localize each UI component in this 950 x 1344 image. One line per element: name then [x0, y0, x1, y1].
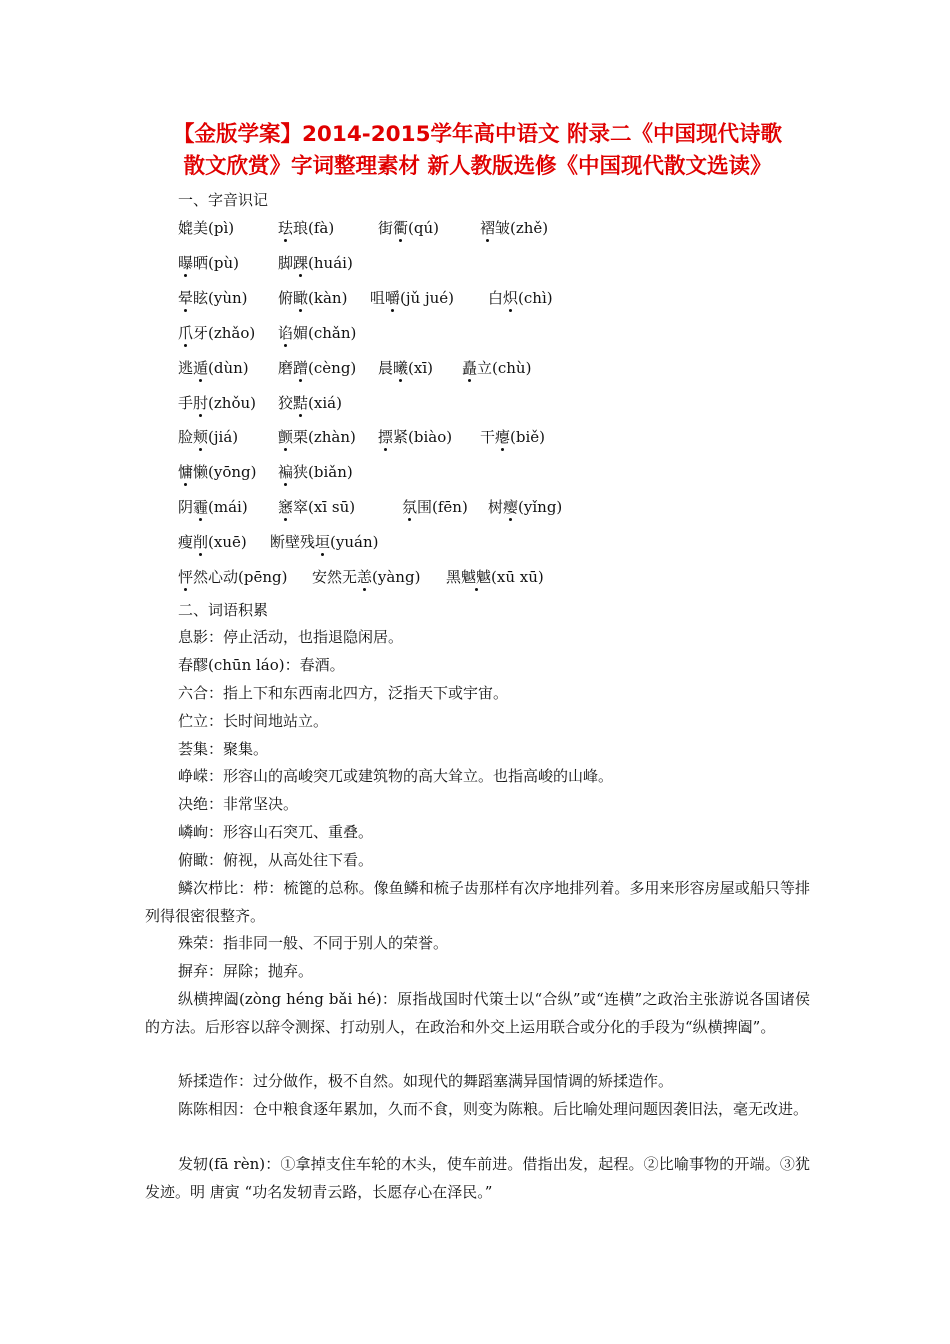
vocabulary-entry: 殊荣：指非同一般、不同于别人的荣誉。	[178, 934, 449, 952]
emphasis-dotted-char: 矗	[462, 359, 478, 377]
item-suffix: (yuán)	[330, 533, 379, 551]
item-prefix: 瘦	[178, 533, 194, 551]
vocabulary-entry: 俯瞰：俯视，从高处往下看。	[178, 851, 374, 869]
item-prefix: 树	[488, 498, 504, 516]
pronunciation-item	[278, 461, 353, 483]
pronunciation-item	[488, 287, 553, 309]
pronunciation-item	[178, 461, 257, 483]
pronunciation-item	[378, 357, 433, 379]
vocabulary-entry: 发轫(fā rèn)：①拿掉支住车轮的木头，使车前进。借指出发，起程。②比喻事物的开端。③犹发迹。明 唐寅 “功名发轫青云路，长愿存心在泽民。”	[145, 1155, 810, 1201]
pronunciation-item	[178, 566, 287, 588]
item-suffix: 围(fēn)	[417, 498, 468, 516]
pronunciation-item	[278, 287, 347, 309]
item-suffix: (xuē)	[208, 533, 247, 551]
pronunciation-item	[378, 217, 439, 239]
vocabulary-entry: 六合：指上下和东西南北四方，泛指天下或宇宙。	[178, 684, 509, 702]
item-prefix: 媲	[178, 219, 194, 237]
emphasis-dotted-char: 恙	[357, 568, 373, 586]
section-heading-pronunciation: 一、字音识记	[178, 191, 269, 209]
emphasis-dotted-char: 晕	[178, 289, 194, 307]
item-suffix: 美(pì)	[193, 219, 235, 237]
item-suffix: (xī)	[408, 359, 433, 377]
item-prefix: 安然无	[312, 568, 358, 586]
emphasis-dotted-char: 爪	[178, 324, 194, 342]
emphasis-dotted-char: 曦	[393, 359, 409, 377]
section-heading-vocabulary: 二、词语积累	[178, 601, 269, 619]
emphasis-dotted-char: 衢	[393, 219, 409, 237]
pronunciation-item	[278, 357, 356, 379]
item-prefix: 街	[378, 219, 394, 237]
pronunciation-item	[178, 426, 238, 448]
item-suffix: (huái)	[308, 254, 353, 272]
item-suffix: (zhǒu)	[208, 394, 256, 412]
emphasis-dotted-char: 褶	[480, 219, 496, 237]
emphasis-dotted-char: 踝	[293, 254, 309, 272]
emphasis-dotted-char: 瞰	[293, 289, 309, 307]
pronunciation-item	[480, 217, 548, 239]
item-suffix: 立(chù)	[477, 359, 532, 377]
pronunciation-item	[446, 566, 544, 588]
item-suffix: 牙(zhǎo)	[193, 324, 256, 342]
vocabulary-entry: 伫立：长时间地站立。	[178, 712, 329, 730]
document-title	[145, 119, 810, 183]
pronunciation-item	[370, 287, 454, 309]
vocabulary-entry: 纵横捭阖(zòng héng bǎi hé)：原指战国时代策士以“合纵”或“连横”之政治主张游说各国诸侯的方法。后形容以辞令测探、打动别人，在政治和外交上运用联合或分化的手段为“纵横捭阖”。	[145, 990, 810, 1036]
item-suffix: (dùn)	[208, 359, 249, 377]
pronunciation-item	[278, 252, 353, 274]
item-suffix: (cèng)	[308, 359, 357, 377]
pronunciation-item	[178, 496, 248, 518]
item-suffix: (kàn)	[308, 289, 348, 307]
emphasis-dotted-char: 颤	[278, 428, 294, 446]
item-suffix: (yàng)	[372, 568, 421, 586]
vocabulary-entry: 荟集：聚集。	[178, 740, 269, 758]
vocabulary-entry: 峥嵘：形容山的高峻突兀或建筑物的高大耸立。也指高峻的山峰。	[178, 767, 614, 785]
item-suffix: (yǐng)	[518, 498, 563, 516]
emphasis-dotted-char: 褊	[278, 463, 294, 481]
pronunciation-item	[278, 392, 342, 414]
pronunciation-item	[480, 426, 545, 448]
item-prefix: 断壁残	[270, 533, 316, 551]
item-prefix: 黑	[446, 568, 462, 586]
item-prefix: 逃	[178, 359, 194, 377]
item-prefix: 脸	[178, 428, 194, 446]
emphasis-dotted-char: 炽	[503, 289, 519, 307]
vocabulary-entry: 鳞次栉比：栉：梳篦的总称。像鱼鳞和梳子齿那样有次序地排列着。多用来形容房屋或船只等排列得很密很整齐。	[145, 879, 810, 925]
item-prefix: 脚	[278, 254, 294, 272]
pronunciation-item	[402, 496, 468, 518]
emphasis-dotted-char: 曝	[178, 254, 194, 272]
pronunciation-item	[278, 217, 334, 239]
item-suffix: 懒(yōng)	[193, 463, 257, 481]
vocabulary-entry: 嶙峋：形容山石突兀、重叠。	[178, 823, 374, 841]
item-suffix: (xū xū)	[491, 568, 544, 586]
emphasis-dotted-char: 黠	[293, 394, 309, 412]
title-line-2: 散文欣赏》字词整理素材 新人教版选修《中国现代散文选读》	[183, 154, 772, 179]
item-suffix: 然心动(pēng)	[193, 568, 288, 586]
item-prefix: 手	[178, 394, 194, 412]
pronunciation-item	[488, 496, 562, 518]
emphasis-dotted-char: 珐	[278, 219, 294, 237]
emphasis-dotted-char: 颊	[193, 428, 209, 446]
vocabulary-entry: 陈陈相因：仓中粮食逐年累加，久而不食，则变为陈粮。后比喻处理问题因袭旧法，毫无改进。	[178, 1100, 809, 1118]
item-suffix: (qú)	[408, 219, 439, 237]
vocabulary-entry: 春醪(chūn láo)：春酒。	[178, 656, 345, 674]
item-prefix: 咀	[370, 289, 386, 307]
pronunciation-item	[178, 392, 256, 414]
emphasis-dotted-char: 魆魆	[461, 568, 492, 586]
item-suffix: 媚(chǎn)	[293, 324, 357, 342]
item-suffix: 紧(biào)	[393, 428, 453, 446]
emphasis-dotted-char: 嚼	[385, 289, 401, 307]
emphasis-dotted-char: 怦	[178, 568, 194, 586]
item-suffix: 栗(zhàn)	[293, 428, 356, 446]
item-suffix: 窣(xī sū)	[293, 498, 356, 516]
pronunciation-item	[270, 531, 378, 553]
emphasis-dotted-char: 蹭	[293, 359, 309, 377]
item-prefix: 干	[480, 428, 496, 446]
item-suffix: 琅(fà)	[293, 219, 335, 237]
vocabulary-entry: 矫揉造作：过分做作，极不自然。如现代的舞蹈塞满异国情调的矫揉造作。	[178, 1072, 674, 1090]
item-prefix: 白	[488, 289, 504, 307]
pronunciation-item	[178, 287, 248, 309]
pronunciation-item	[178, 322, 255, 344]
emphasis-dotted-char: 氛	[402, 498, 418, 516]
item-prefix: 磨	[278, 359, 294, 377]
emphasis-dotted-char: 慵	[178, 463, 194, 481]
emphasis-dotted-char: 霾	[193, 498, 209, 516]
item-prefix: 狡	[278, 394, 294, 412]
pronunciation-item	[278, 322, 356, 344]
emphasis-dotted-char: 瘪	[495, 428, 511, 446]
emphasis-dotted-char: 遁	[193, 359, 209, 377]
pronunciation-item	[378, 426, 452, 448]
vocabulary-entry: 摒弃：屏除；抛弃。	[178, 962, 314, 980]
emphasis-dotted-char: 肘	[193, 394, 209, 412]
item-suffix: 皱(zhě)	[495, 219, 549, 237]
title-line-1: 【金版学案】2014-2015学年高中语文 附录二《中国现代诗歌	[172, 122, 783, 147]
vocabulary-entry: 息影：停止活动，也指退隐闲居。	[178, 628, 404, 646]
emphasis-dotted-char: 削	[193, 533, 209, 551]
item-suffix: 晒(pù)	[193, 254, 239, 272]
emphasis-dotted-char: 窸	[278, 498, 294, 516]
emphasis-dotted-char: 摽	[378, 428, 394, 446]
item-prefix: 阴	[178, 498, 194, 516]
item-suffix: (jiá)	[208, 428, 239, 446]
item-suffix: (chì)	[518, 289, 553, 307]
item-suffix: (xiá)	[308, 394, 342, 412]
pronunciation-item	[278, 426, 356, 448]
pronunciation-item	[178, 531, 247, 553]
item-suffix: 狭(biǎn)	[293, 463, 353, 481]
emphasis-dotted-char: 谄	[278, 324, 294, 342]
item-prefix: 晨	[378, 359, 394, 377]
pronunciation-item	[462, 357, 531, 379]
pronunciation-item	[178, 252, 239, 274]
item-suffix: (jǔ jué)	[400, 289, 455, 307]
pronunciation-item	[178, 357, 249, 379]
pronunciation-item	[312, 566, 420, 588]
item-suffix: (mái)	[208, 498, 248, 516]
vocabulary-entry: 决绝：非常坚决。	[178, 795, 299, 813]
item-suffix: 眩(yùn)	[193, 289, 248, 307]
pronunciation-item	[178, 217, 234, 239]
item-suffix: (biě)	[510, 428, 546, 446]
item-prefix: 俯	[278, 289, 294, 307]
emphasis-dotted-char: 垣	[315, 533, 331, 551]
pronunciation-item	[278, 496, 355, 518]
emphasis-dotted-char: 瘿	[503, 498, 519, 516]
